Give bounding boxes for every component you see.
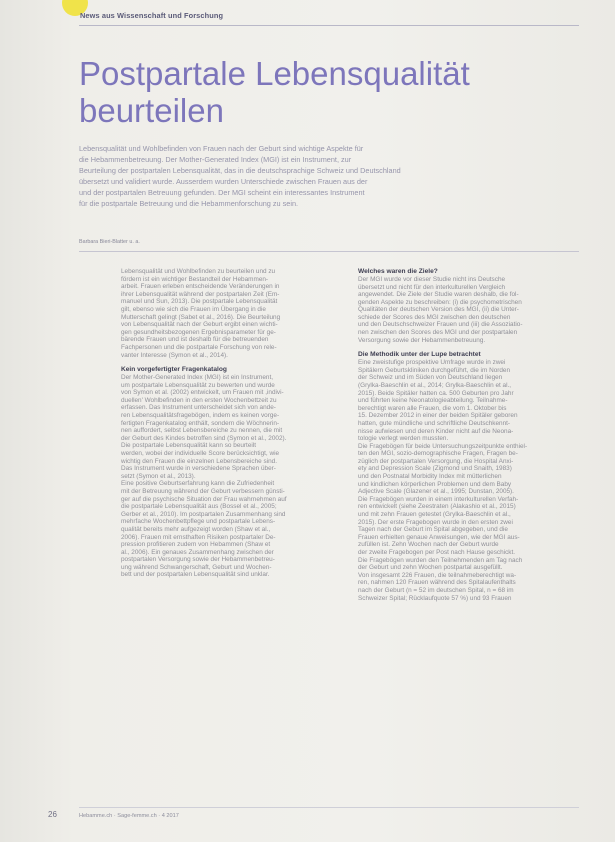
lead-line: Beurteilung der postpartalen Lebensqualität, das in die deutschsprachige Schweiz und Deutschland <box>79 166 401 176</box>
body-text-line: bärende Frauen und ist deshalb für die betreuenden <box>121 336 269 344</box>
paragraph-gap <box>358 344 586 351</box>
lead-line: und der postpartalen Betreuung gefunden. Der MGI scheint ein interessantes Instrument <box>79 188 365 198</box>
body-text-line: qualität bereits mehr aufgezeigt worden (Shaw et al., <box>121 525 271 533</box>
body-text-line: gen gesundheitsbezogenen Ergebnisparameter für ge- <box>121 328 276 336</box>
body-text-line: Fachpersonen und die postpartale Forschung von rele- <box>121 343 277 351</box>
body-text-line: nisse aufwiesen und deren Kinder nicht auf die Neona- <box>358 427 514 435</box>
body-text-line: erfassen. Das Instrument unterscheidet sich von ande- <box>121 404 276 412</box>
body-text-line: al., 2006). Ein genaues Zusammenhang zwischen der <box>121 548 274 556</box>
body-text-line: Lebensqualität und Wohlbefinden zu beurteilen und zu <box>121 268 276 275</box>
body-text-line: züglich der postpartalen Versorgung, die Hospital Anxi- <box>358 457 514 465</box>
body-text-line: hatten, gute mündliche und schriftliche Deutschkennt- <box>358 419 511 427</box>
body-text-line: und mit zehn Frauen getestet (Grylka-Baeschlin et al., <box>358 511 511 519</box>
body-text-line: nen auffordert, selbst Lebensbereiche zu nennen, die mit <box>121 427 283 435</box>
journal-footer: Hebamme.ch · Sage-femme.ch · 4 2017 <box>79 813 179 819</box>
body-text-line: Die postpartale Lebensqualität kann so beurteilt <box>121 442 257 450</box>
byline-rule <box>79 251 579 252</box>
footer-rule <box>79 807 579 808</box>
body-text-line: und den Postnatal Morbidity Index mit mütterlichen <box>358 473 502 481</box>
body-text-line: Die Fragebögen wurden den Teilnehmenden am Tag nach <box>358 556 523 564</box>
body-text-line: Gerber et al., 2010). Im postpartalen Zusammenhang sind <box>121 510 286 518</box>
body-text-line: Eine zweistufige prospektive Umfrage wurde in zwei <box>358 359 506 367</box>
body-text-line: genden Aspekte zu beschreiben: (i) die psychometrischen <box>358 298 522 306</box>
body-text-line: ren entwickelt (siehe Zeestraten (Alakashio et al., 2015) <box>358 503 516 511</box>
section-heading: Welches waren die Ziele? <box>358 268 438 275</box>
body-text-line: arbeit. Frauen erleben entscheidende Veränderungen in <box>121 283 280 291</box>
title-line-1: Postpartale Lebensqualität <box>79 55 470 92</box>
body-text-line: und führten keine Neonatologieabteilung. Teilnahme- <box>358 397 508 405</box>
body-text-line: wichtig den Frauen die einzelnen Lebensbereiche sind. <box>121 457 277 465</box>
body-text-line: nen zwischen den Scores des MGI und der postpartalen <box>358 329 518 337</box>
section-label: News aus Wissenschaft und Forschung <box>80 11 224 20</box>
paragraph-gap <box>121 359 349 366</box>
body-text-line: und den Deutschschweizer Frauen und (iii) die Assoziatio- <box>358 321 523 329</box>
body-text-line: ren Lebensqualitätsfragebögen, indem es keinen vorge- <box>121 412 280 419</box>
body-text-line: vanter Interesse (Symon et al., 2014). <box>121 351 228 359</box>
header-rule <box>79 25 579 26</box>
title-line-2: beurteilen <box>79 92 224 130</box>
body-text-line: der zweite Fragebogen per Post nach Hause geschickt. <box>358 549 516 556</box>
body-text-line: von Lebensqualität nach der Geburt ergibt einen wichti- <box>121 321 278 329</box>
body-text-line: Mutterschaft gelingt (Sabet et al., 2016). Die Beurteilung <box>121 313 281 321</box>
body-text-line: Der MGI wurde vor dieser Studie nicht ins Deutsche <box>358 275 506 283</box>
body-text-line: Qualitäten der deutschen Version des MGI, (ii) die Unter- <box>358 306 519 314</box>
body-text-line: schiede der Scores des MGI zwischen den deutschen <box>358 313 511 321</box>
body-text-line: ger auf die psychische Situation der Frau wahrnehmen auf <box>121 495 287 503</box>
body-text-line: 2006). Frauen mit ernsthaften Risiken postpartaler De- <box>121 533 276 541</box>
body-text-line: Tagen nach der Geburt im Spital abgegeben, und die <box>358 526 508 534</box>
body-text-line: um postpartale Lebensqualität zu bewerten und wurde <box>121 381 275 389</box>
left-column <box>121 268 349 579</box>
body-text-line: bett und der postpartalen Lebensqualität sind unklar. <box>121 571 270 579</box>
body-text-line: duellen' Wohlbefinden in den ersten Wochenbettzeit zu <box>121 396 277 404</box>
article-byline: Barbara Bieri-Blatter u. a. <box>79 239 140 245</box>
section-heading: Kein vorgefertigter Fragenkatalog <box>121 366 227 374</box>
body-text-line: Von insgesamt 226 Frauen, die teilnahmeberechtigt wa- <box>358 571 517 579</box>
body-text-line: Das Instrument wurde in verschiedene Sprachen über- <box>121 465 276 473</box>
right-column <box>358 268 586 602</box>
body-text-line: setzt (Symon et al., 2013). <box>121 472 196 480</box>
section-heading: Die Methodik unter der Lupe betrachtet <box>358 351 481 359</box>
body-text-line: Spitälern Geburtskliniken durchgeführt, die im Norden <box>358 366 511 374</box>
body-text-line: pression profitieren zudem von Hebammen (Shaw et <box>121 541 271 549</box>
body-text-line: und kindlichen körperlichen Problemen und dem Baby <box>358 480 512 488</box>
body-text-line: der Schweiz und im Süden von Deutschland liegen <box>358 374 503 382</box>
lead-line: die Hebammenbetreuung. Der Mother-Generated Index (MGI) ist ein Instrument, zur <box>79 155 352 165</box>
body-text-line: mehrfache Wochenbettpflege und postpartale Lebens- <box>121 518 276 526</box>
article-title <box>79 55 579 130</box>
body-text-line: angewendet. Die Ziele der Studie waren deshalb, die fol- <box>358 291 519 299</box>
body-text-line: Die Fragebögen für beide Untersuchungszeitpunkte enthiel- <box>358 442 528 450</box>
article-lead <box>79 143 599 209</box>
body-text-line: Frauen erhielten genaue Anweisungen, wie der MGI aus- <box>358 533 520 541</box>
body-text-line: 2015). Beide Spitäler hatten ca. 500 Geburten pro Jahr <box>358 389 514 397</box>
body-text-line: ihrer Lebensqualität während der postpartalen Zeit (Em- <box>121 290 280 298</box>
body-text-line: ren, nahmen 120 Frauen während des Spitalaufenthalts <box>358 579 516 587</box>
body-text-line: übersetzt und nicht für den interkulturellen Vergleich <box>358 283 506 291</box>
body-text-line: 2015). Der erste Fragebogen wurde in den ersten zwei <box>358 518 513 526</box>
body-text-line: der Geburt und zehn Wochen postpartal ausgefüllt. <box>358 564 503 572</box>
body-text-line: postpartalen Versorgung sowie der Hebammenbetreu- <box>121 556 275 564</box>
lead-line: Lebensqualität und Wohlbefinden von Frauen nach der Geburt sind wichtige Aspekte für <box>79 144 364 153</box>
lead-line: für die postpartale Betreuung und die Hebammenforschung zu sein. <box>79 199 299 209</box>
body-text-line: Adjective Scale (Glazener et al., 1995; Dunstan, 2005). <box>358 488 514 496</box>
body-text-line: ety and Depression Scale (Zigmond und Snaith, 1983) <box>358 465 512 473</box>
lead-line: übersetzt und validiert wurde. Ausserdem wurden Unterschiede zwischen Frauen aus der <box>79 177 368 187</box>
body-text-line: werden, wobei der individuelle Score berücksichtigt, wie <box>121 449 280 457</box>
body-text-line: der Geburt des Kindes betroffen sind (Symon et al., 2002). <box>121 434 287 442</box>
body-text-line: mit der Betreuung während der Geburt verbessern günsti- <box>121 487 285 495</box>
body-text-line: zufüllen ist. Zehn Wochen nach der Geburt wurde <box>358 541 499 549</box>
body-text-line: Schweizer Spital; Rücklaufquote 57 %) und 93 Frauen <box>358 594 512 602</box>
body-text-line: tologie verlegt werden mussten. <box>358 435 449 443</box>
body-text-line: Die Fragebögen wurden in einem interkulturellen Verfah- <box>358 495 519 503</box>
body-text-line: nach der Geburt (n = 52 im deutschen Spital, n = 68 im <box>358 586 514 594</box>
body-text-line: Eine positive Geburtserfahrung kann die Zufriedenheit <box>121 480 275 488</box>
body-text-line: von Symon et al. (2002) entwickelt, um Frauen mit ,indivi- <box>121 389 284 397</box>
body-text-line: Versorgung sowie der Hebammenbetreuung. <box>358 336 486 344</box>
body-text-line: manuel und Sun, 2013). Die postpartale Lebensqualität <box>121 298 278 306</box>
body-text-line: fertigten Fragenkatalog enthält, sondern die Wöchnerin- <box>121 419 280 427</box>
body-text-line: gilt, ebenso wie sich die Frauen im Übergang in die <box>121 305 266 313</box>
page-number: 26 <box>48 810 57 819</box>
body-text-line: Der Mother-Generated Index (MGI) ist ein Instrument, <box>121 374 274 382</box>
body-text-line: fördern ist ein wichtiger Bestandteil der Hebammen- <box>121 275 269 283</box>
body-text-line: die postpartale Lebensqualität aus (Bossel et al., 2005; <box>121 503 277 511</box>
body-text-line: 15. Dezember 2012 in einer der beiden Spitäler geboren <box>358 412 518 420</box>
body-text-line: ung während Schwangerschaft, Geburt und Wochen- <box>121 563 272 571</box>
body-text-line: berechtigt waren alle Frauen, die vom 1. Oktober bis <box>358 404 507 412</box>
body-text-line: ten den MGI, sozio-demographische Fragen, Fragen be- <box>358 450 518 458</box>
body-text-line: (Grylka-Baeschlin et al., 2014; Grylka-Baeschlin et al., <box>358 381 512 389</box>
